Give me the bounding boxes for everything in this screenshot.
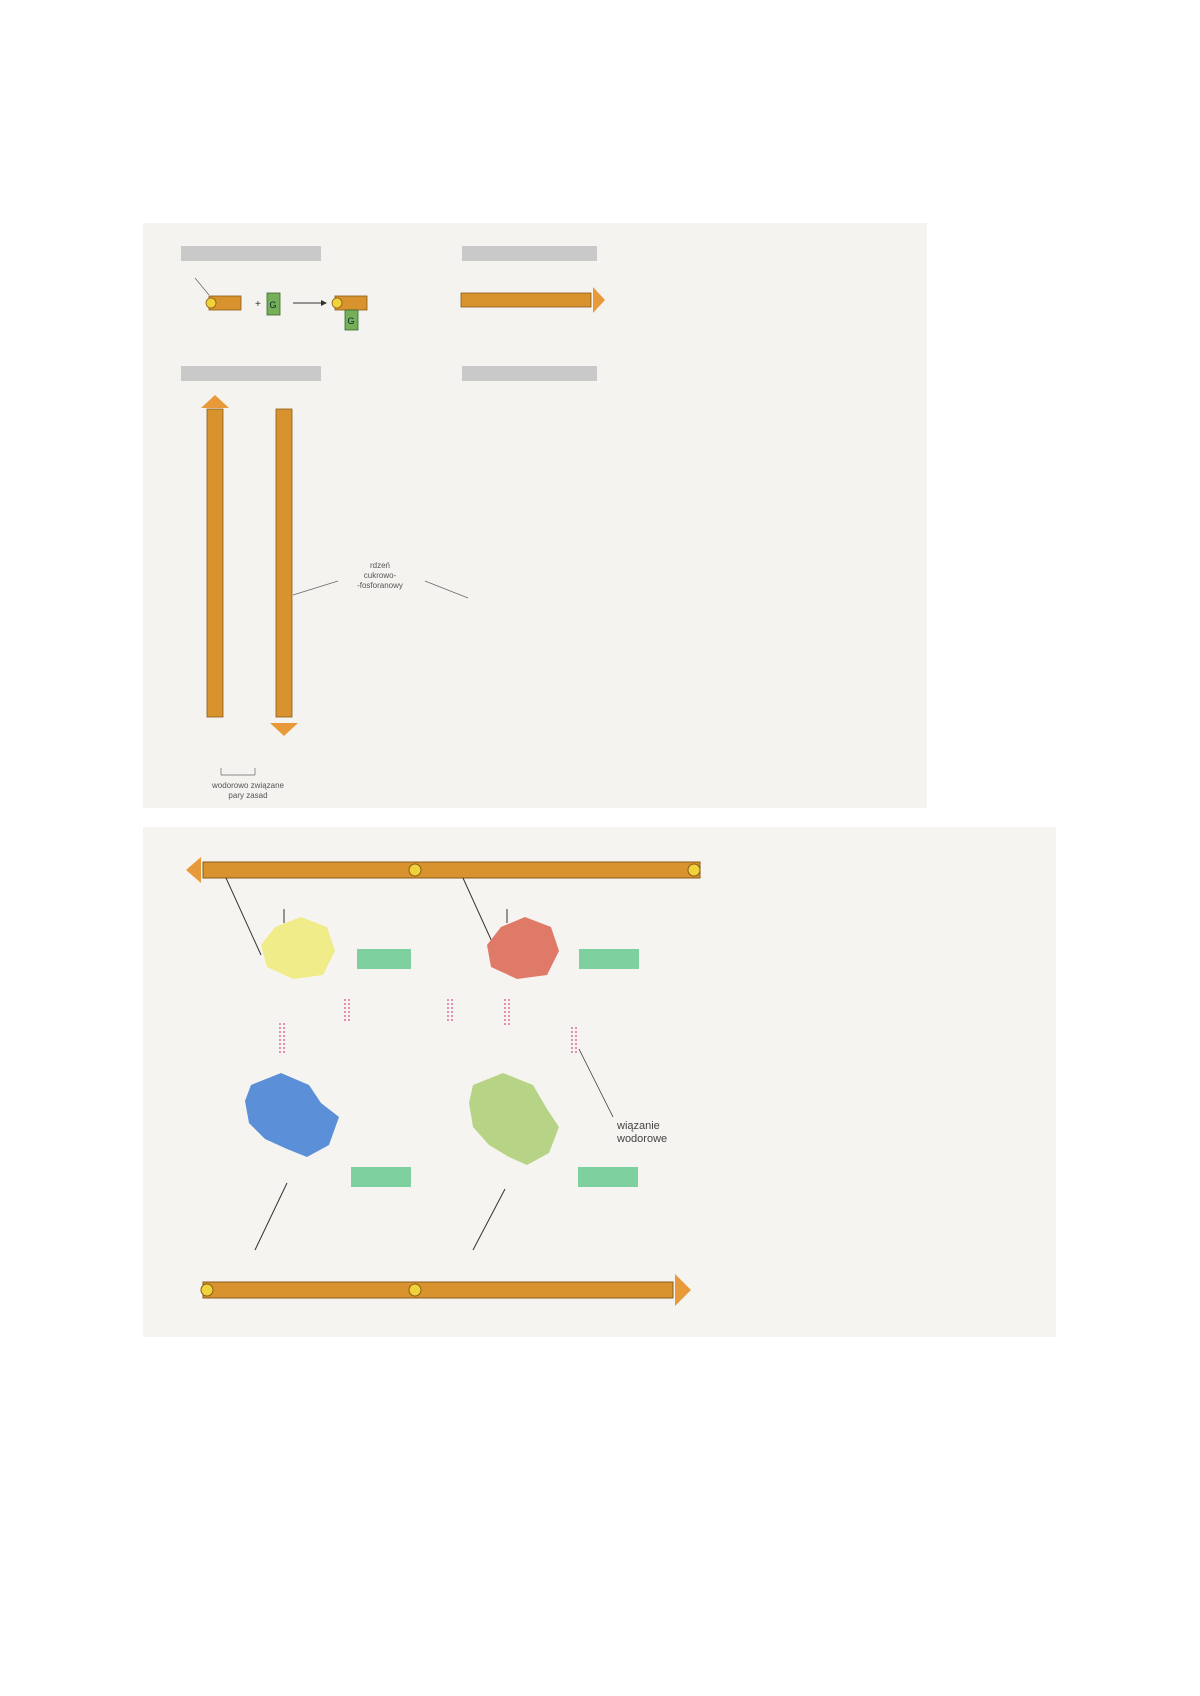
top-backbone-arrow	[186, 857, 201, 883]
guanine-ring	[469, 1073, 559, 1165]
ladder-arrow-up	[201, 395, 229, 408]
guanine-label-box	[578, 1167, 638, 1187]
hbond-pairs-label: wodorowo związane pary zasad	[211, 781, 285, 800]
bottom-backbone	[203, 1282, 673, 1298]
adenine-label-box	[351, 1167, 411, 1187]
base-g-letter: G	[269, 300, 277, 310]
header-strand	[462, 246, 597, 261]
plus-sign: +	[255, 299, 261, 310]
phosphate-dot	[206, 298, 216, 308]
hbond-label: wiązanie wodorowe	[617, 1120, 668, 1145]
dna-elements-figure	[143, 223, 927, 808]
single-strand-arrow	[593, 287, 605, 313]
bottom-backbone-arrow	[675, 1274, 691, 1306]
top-backbone	[203, 862, 700, 878]
backbone-label: rdzeń cukrowo--fosforanowy	[357, 561, 403, 590]
single-strand-backbone	[461, 293, 591, 307]
ladder-arrow-down	[270, 723, 298, 736]
header-double-strand	[181, 366, 321, 381]
base-pairs-diagram	[143, 827, 1056, 1337]
cytosine-label-box	[579, 949, 639, 969]
thymine-ring	[261, 917, 335, 979]
ladder-right-backbone	[276, 409, 292, 717]
hydrogen-bonds	[280, 999, 576, 1053]
base-pairs-figure	[143, 827, 1056, 1337]
header-helix	[462, 366, 597, 381]
cytosine-ring	[487, 917, 559, 979]
thymine-label-box	[357, 949, 411, 969]
dna-elements-diagram	[143, 223, 927, 808]
header-building-blocks	[181, 246, 321, 261]
ladder-left-backbone	[207, 409, 223, 717]
svg-text:G: G	[347, 316, 355, 326]
adenine-ring	[245, 1073, 339, 1157]
